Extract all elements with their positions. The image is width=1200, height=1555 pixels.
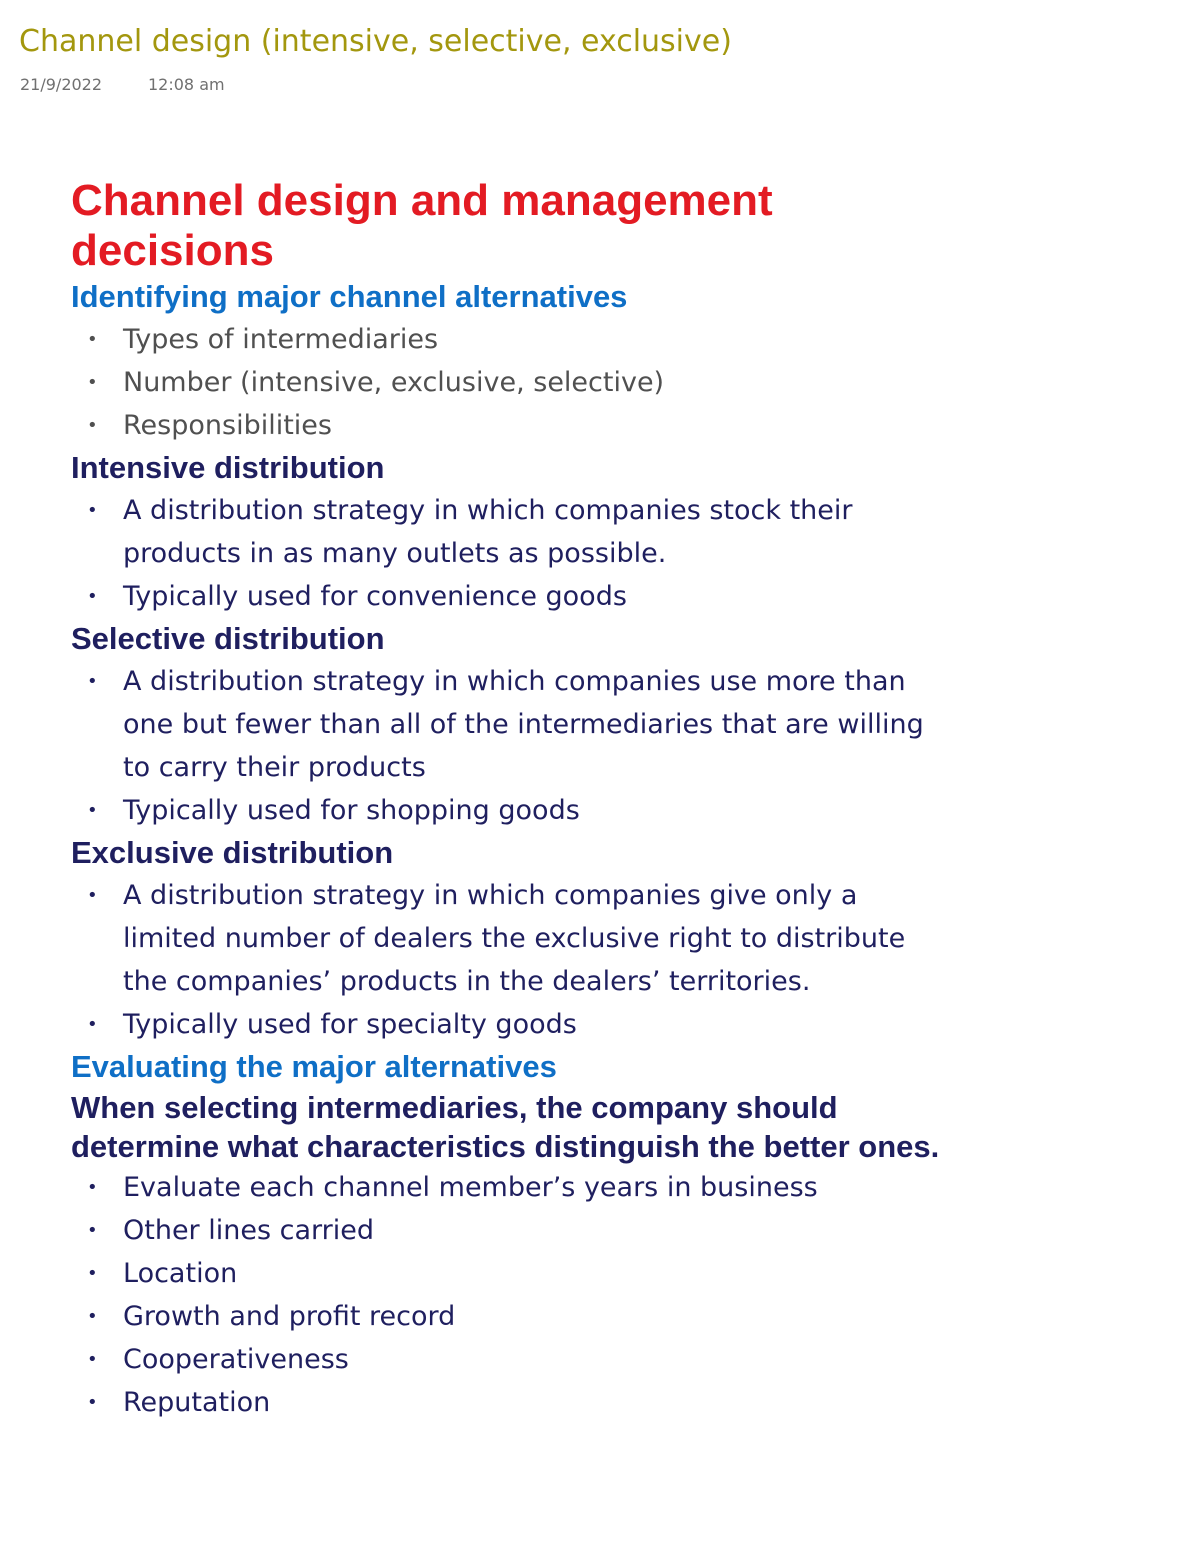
note-body [71, 176, 951, 1424]
list-item-text: Evaluate each channel member’s years in business [123, 1172, 818, 1203]
bullet-icon: • [87, 885, 98, 906]
list-item-text: Growth and profit record [123, 1301, 456, 1332]
bullet-icon: • [87, 1014, 98, 1035]
bullet-icon: • [87, 372, 98, 393]
page-date: 21/9/2022 [20, 75, 103, 94]
list-item [71, 1003, 951, 1046]
list-item [71, 660, 951, 789]
list-item [71, 575, 951, 618]
evaluating-list [71, 1166, 951, 1424]
identifying-list [71, 318, 951, 447]
bullet-icon: • [87, 1263, 98, 1284]
bullet-icon: • [87, 671, 98, 692]
bullet-icon: • [87, 1177, 98, 1198]
list-item [71, 1295, 951, 1338]
list-item [71, 1209, 951, 1252]
list-item [71, 789, 951, 832]
list-item [71, 874, 951, 1003]
identifying-heading: Identifying major channel alternatives [71, 279, 628, 314]
list-item-text: Typically used for shopping goods [123, 795, 580, 826]
list-item-text: Location [123, 1258, 238, 1289]
bullet-icon: • [87, 329, 98, 350]
bullet-icon: • [87, 415, 98, 436]
evaluating-statement: When selecting intermediaries, the company should determine what characteristics distinguish the better ones. [71, 1090, 940, 1164]
list-item-text: A distribution strategy in which companies use more than one but fewer than all of the intermediaries that are willing to carry their products [123, 666, 924, 783]
list-item-text: Cooperativeness [123, 1344, 349, 1375]
list-item [71, 318, 951, 361]
page-title: Channel design (intensive, selective, exclusive) [19, 24, 732, 59]
list-item-text: Typically used for convenience goods [123, 581, 627, 612]
bullet-icon: • [87, 586, 98, 607]
exclusive-heading: Exclusive distribution [71, 835, 394, 870]
evaluating-heading: Evaluating the major alternatives [71, 1049, 557, 1084]
bullet-icon: • [87, 800, 98, 821]
list-item [71, 1381, 951, 1424]
bullet-icon: • [87, 1392, 98, 1413]
list-item-text: A distribution strategy in which companies give only a limited number of dealers the exclusive right to distribute the companies’ products in the dealers’ territories. [123, 880, 906, 997]
list-item-text: Reputation [123, 1387, 271, 1418]
list-item [71, 1252, 951, 1295]
list-item-text: Typically used for specialty goods [123, 1009, 577, 1040]
list-item [71, 1166, 951, 1209]
selective-heading: Selective distribution [71, 621, 385, 656]
bullet-icon: • [87, 1220, 98, 1241]
intensive-heading: Intensive distribution [71, 450, 385, 485]
bullet-icon: • [87, 500, 98, 521]
list-item-text: Other lines carried [123, 1215, 374, 1246]
page-time: 12:08 am [148, 75, 225, 94]
list-item-text: A distribution strategy in which companies stock their products in as many outlets as possible. [123, 495, 853, 569]
intensive-list [71, 489, 951, 618]
list-item [71, 1338, 951, 1381]
list-item [71, 361, 951, 404]
selective-list [71, 660, 951, 832]
list-item-text: Responsibilities [123, 410, 332, 441]
main-heading: Channel design and management decisions [71, 176, 773, 275]
list-item-text: Types of intermediaries [123, 324, 439, 355]
list-item [71, 489, 951, 575]
exclusive-list [71, 874, 951, 1046]
bullet-icon: • [87, 1306, 98, 1327]
list-item-text: Number (intensive, exclusive, selective) [123, 367, 665, 398]
bullet-icon: • [87, 1349, 98, 1370]
list-item [71, 404, 951, 447]
